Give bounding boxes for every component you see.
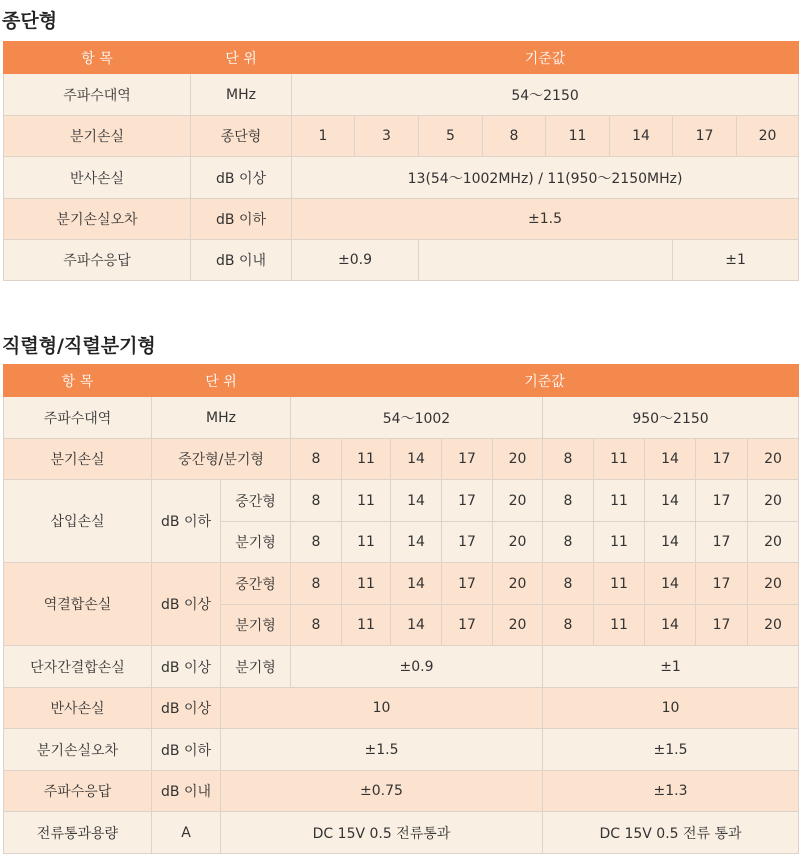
value-cell: 11	[594, 480, 645, 522]
value-cell: 8	[291, 480, 342, 522]
row-unit: dB 이내	[152, 771, 221, 812]
value-cell: 3	[355, 116, 419, 157]
value-cell: 11	[342, 439, 391, 480]
row-unit: 종단형	[191, 116, 292, 157]
row-unit: dB 이하	[152, 480, 221, 563]
value-cell: 11	[594, 605, 645, 646]
row-value-a: ±0.9	[292, 240, 419, 281]
value-cell: 8	[543, 480, 594, 522]
header-unit: 단 위	[191, 42, 292, 74]
value-cell: 14	[645, 605, 696, 646]
value-cell: 20	[493, 605, 543, 646]
value-cell: 14	[391, 605, 442, 646]
row-unit: A	[152, 812, 221, 854]
table-row	[4, 199, 799, 240]
row-value-a: ±1.5	[221, 729, 543, 771]
empty-cell	[419, 240, 673, 281]
table-row	[4, 688, 799, 729]
row-value-b: 950～2150	[543, 397, 799, 439]
row-value-b: 10	[543, 688, 799, 729]
value-cell: 14	[391, 439, 442, 480]
series-spec-table	[3, 364, 799, 854]
value-cell: 17	[442, 522, 493, 563]
value-cell: 20	[748, 480, 799, 522]
value-cell: 20	[748, 439, 799, 480]
table-row	[4, 646, 799, 688]
value-cell: 11	[594, 439, 645, 480]
row-value: 13(54～1002MHz) / 11(950～2150MHz)	[292, 157, 799, 199]
row-type: 중간형	[221, 480, 291, 522]
value-cell: 20	[493, 439, 543, 480]
value-cell: 5	[419, 116, 483, 157]
row-unit: dB 이내	[191, 240, 292, 281]
value-cell: 14	[391, 480, 442, 522]
row-value-b: DC 15V 0.5 전류 통과	[543, 812, 799, 854]
row-unit: 중간형/분기형	[152, 439, 291, 480]
value-cell: 1	[292, 116, 355, 157]
value-cell: 11	[594, 522, 645, 563]
table-row	[4, 116, 799, 157]
value-cell: 8	[543, 605, 594, 646]
row-label: 분기손실오차	[4, 199, 191, 240]
row-label: 반사손실	[4, 688, 152, 729]
row-value-b: ±1.5	[543, 729, 799, 771]
value-cell: 11	[342, 563, 391, 605]
value-cell: 17	[673, 116, 737, 157]
row-unit: MHz	[152, 397, 291, 439]
value-cell: 20	[493, 522, 543, 563]
value-cell: 14	[391, 522, 442, 563]
row-value-a: ±0.75	[221, 771, 543, 812]
value-cell: 17	[696, 563, 748, 605]
value-cell: 14	[645, 522, 696, 563]
row-type: 분기형	[221, 605, 291, 646]
row-label: 역결합손실	[4, 563, 152, 646]
value-cell: 11	[342, 605, 391, 646]
value-cell: 11	[546, 116, 610, 157]
row-label: 주파수대역	[4, 397, 152, 439]
row-value-b: ±1	[673, 240, 799, 281]
value-cell: 14	[645, 480, 696, 522]
value-cell: 17	[442, 605, 493, 646]
value-cell: 20	[493, 563, 543, 605]
value-cell: 17	[696, 605, 748, 646]
row-unit: dB 이하	[191, 199, 292, 240]
table-row	[4, 771, 799, 812]
row-value: ±1.5	[292, 199, 799, 240]
row-unit: dB 이상	[152, 563, 221, 646]
value-cell: 17	[442, 439, 493, 480]
row-type: 분기형	[221, 522, 291, 563]
header-standard: 기준값	[292, 42, 799, 74]
row-unit: dB 이하	[152, 729, 221, 771]
row-label: 주파수응답	[4, 771, 152, 812]
row-label: 전류통과용량	[4, 812, 152, 854]
header-unit: 단 위	[152, 365, 291, 397]
row-unit: dB 이상	[152, 688, 221, 729]
value-cell: 11	[342, 522, 391, 563]
table-row	[4, 563, 799, 605]
row-value-a: DC 15V 0.5 전류통과	[221, 812, 543, 854]
row-label: 분기손실오차	[4, 729, 152, 771]
row-value: 54～2150	[292, 74, 799, 116]
row-label: 분기손실	[4, 116, 191, 157]
table-row	[4, 74, 799, 116]
section1-title: 종단형	[2, 10, 58, 32]
table-row	[4, 157, 799, 199]
value-cell: 17	[696, 480, 748, 522]
value-cell: 14	[645, 439, 696, 480]
row-value-b: ±1	[543, 646, 799, 688]
value-cell: 8	[291, 522, 342, 563]
row-unit: dB 이상	[152, 646, 221, 688]
row-label: 단자간결합손실	[4, 646, 152, 688]
value-cell: 8	[483, 116, 546, 157]
row-label: 분기손실	[4, 439, 152, 480]
row-label: 주파수응답	[4, 240, 191, 281]
row-value-a: 54～1002	[291, 397, 543, 439]
header-standard: 기준값	[291, 365, 799, 397]
value-cell: 8	[543, 439, 594, 480]
value-cell: 14	[645, 563, 696, 605]
row-value-a: ±0.9	[291, 646, 543, 688]
value-cell: 8	[291, 605, 342, 646]
row-value-b: ±1.3	[543, 771, 799, 812]
value-cell: 14	[391, 563, 442, 605]
value-cell: 20	[748, 522, 799, 563]
value-cell: 20	[748, 605, 799, 646]
value-cell: 20	[737, 116, 799, 157]
header-item: 항 목	[4, 42, 191, 74]
row-unit: MHz	[191, 74, 292, 116]
table-row	[4, 439, 799, 480]
value-cell: 11	[342, 480, 391, 522]
value-cell: 8	[543, 522, 594, 563]
row-value-a: 10	[221, 688, 543, 729]
value-cell: 11	[594, 563, 645, 605]
value-cell: 8	[291, 563, 342, 605]
header-item: 항 목	[4, 365, 152, 397]
value-cell: 8	[291, 439, 342, 480]
table-row	[4, 397, 799, 439]
table-row	[4, 729, 799, 771]
row-type: 중간형	[221, 563, 291, 605]
row-label: 삽입손실	[4, 480, 152, 563]
value-cell: 20	[748, 563, 799, 605]
value-cell: 17	[442, 563, 493, 605]
termination-spec-table	[3, 41, 799, 281]
section2-title: 직렬형/직렬분기형	[2, 335, 156, 357]
value-cell: 17	[696, 522, 748, 563]
value-cell: 20	[493, 480, 543, 522]
row-label: 반사손실	[4, 157, 191, 199]
value-cell: 14	[610, 116, 673, 157]
value-cell: 8	[543, 563, 594, 605]
value-cell: 17	[442, 480, 493, 522]
row-label: 주파수대역	[4, 74, 191, 116]
row-type: 분기형	[221, 646, 291, 688]
table-row	[4, 480, 799, 522]
table-row	[4, 812, 799, 854]
row-unit: dB 이상	[191, 157, 292, 199]
table-row	[4, 240, 799, 281]
value-cell: 17	[696, 439, 748, 480]
